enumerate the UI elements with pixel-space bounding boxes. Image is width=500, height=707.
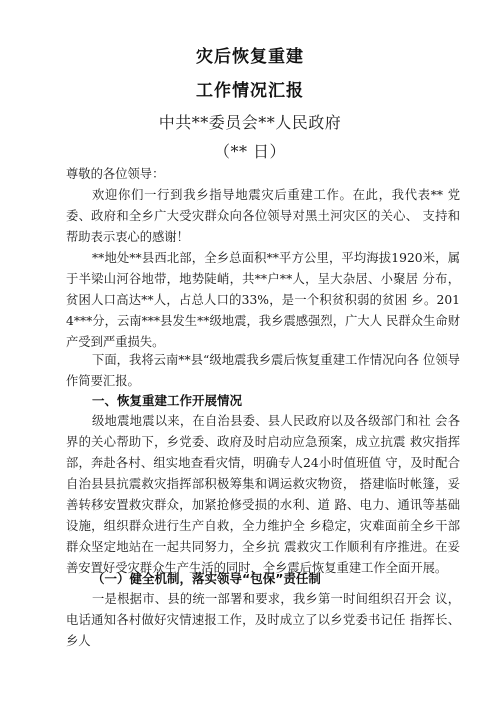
- subsection-heading: （一）健全机制，落实领导“包保”责任制: [92, 571, 321, 586]
- subsection-paragraph: 一是根据市、县的统一部署和要求，我乡第一时间组织召开会 议，电话通知各村做好灾情速报工作，及时成立了以乡党委书记任 指挥长、乡人: [66, 592, 460, 648]
- document-issuer: 中共**委员会**人民政府: [158, 113, 342, 132]
- paragraph-welcome: 欢迎你们一行到我乡指导地震灾后重建工作。在此，我代表** 党委、政府和全乡广大受灾群众向各位领导对黑土河灾区的关心、 支持和帮助表示衷心的感谢！: [66, 188, 460, 244]
- paragraph-intro: 下面，我将云南**县“级地震我乡震后恢复重建工作情况向各 位领导作简要汇报。: [66, 353, 460, 388]
- section-paragraph: 级地震地震以来，在自治县委、县人民政府以及各级部门和社 会各界的关心帮助下，乡党委、政府及时启动应急预案，成立抗震 救灾指挥部，奔赴各村、组实地查看灾情，明确专人24小时值班值 守，及时配合自治县县抗震救灾指挥部积极筹集和调运救灾物资， 搭建临时帐篷，妥善转移安置救灾群众，加紧抢修受损的水利、道 路、电力、通讯等基础设施，组织群众进行生产自救，全力维护全 乡稳定，灾难面前全乡干部群众坚定地站在一起共同努力，全乡抗 震救灾工作顺利有序推进。在妥善安置好受灾群众生产生活的同时，全乡震后恢复重建工作全面开展。: [66, 414, 460, 575]
- paragraph-overview: **地处**县西北部，全乡总面积**平方公里，平均海拔1920米，属于半梁山河谷地带，地势陡峭，共**户**人，呈大杂居、小聚居 分布，贫困人口高达**人，占总人口的33%，是一个积贫积弱的贫困 乡。2014***分，云南***县发生**级地震，我乡震感强烈，广大人 民群众生命财产受到严重损失。: [66, 251, 460, 349]
- greeting: 尊敬的各位领导：: [66, 167, 165, 181]
- document-title-line2: 工作情况汇报: [196, 81, 304, 101]
- document-title-line1: 灾后恢复重建: [196, 47, 304, 67]
- document-date: （** 日）: [213, 142, 287, 161]
- section-heading: 一、恢复重建工作开展情况: [92, 393, 243, 408]
